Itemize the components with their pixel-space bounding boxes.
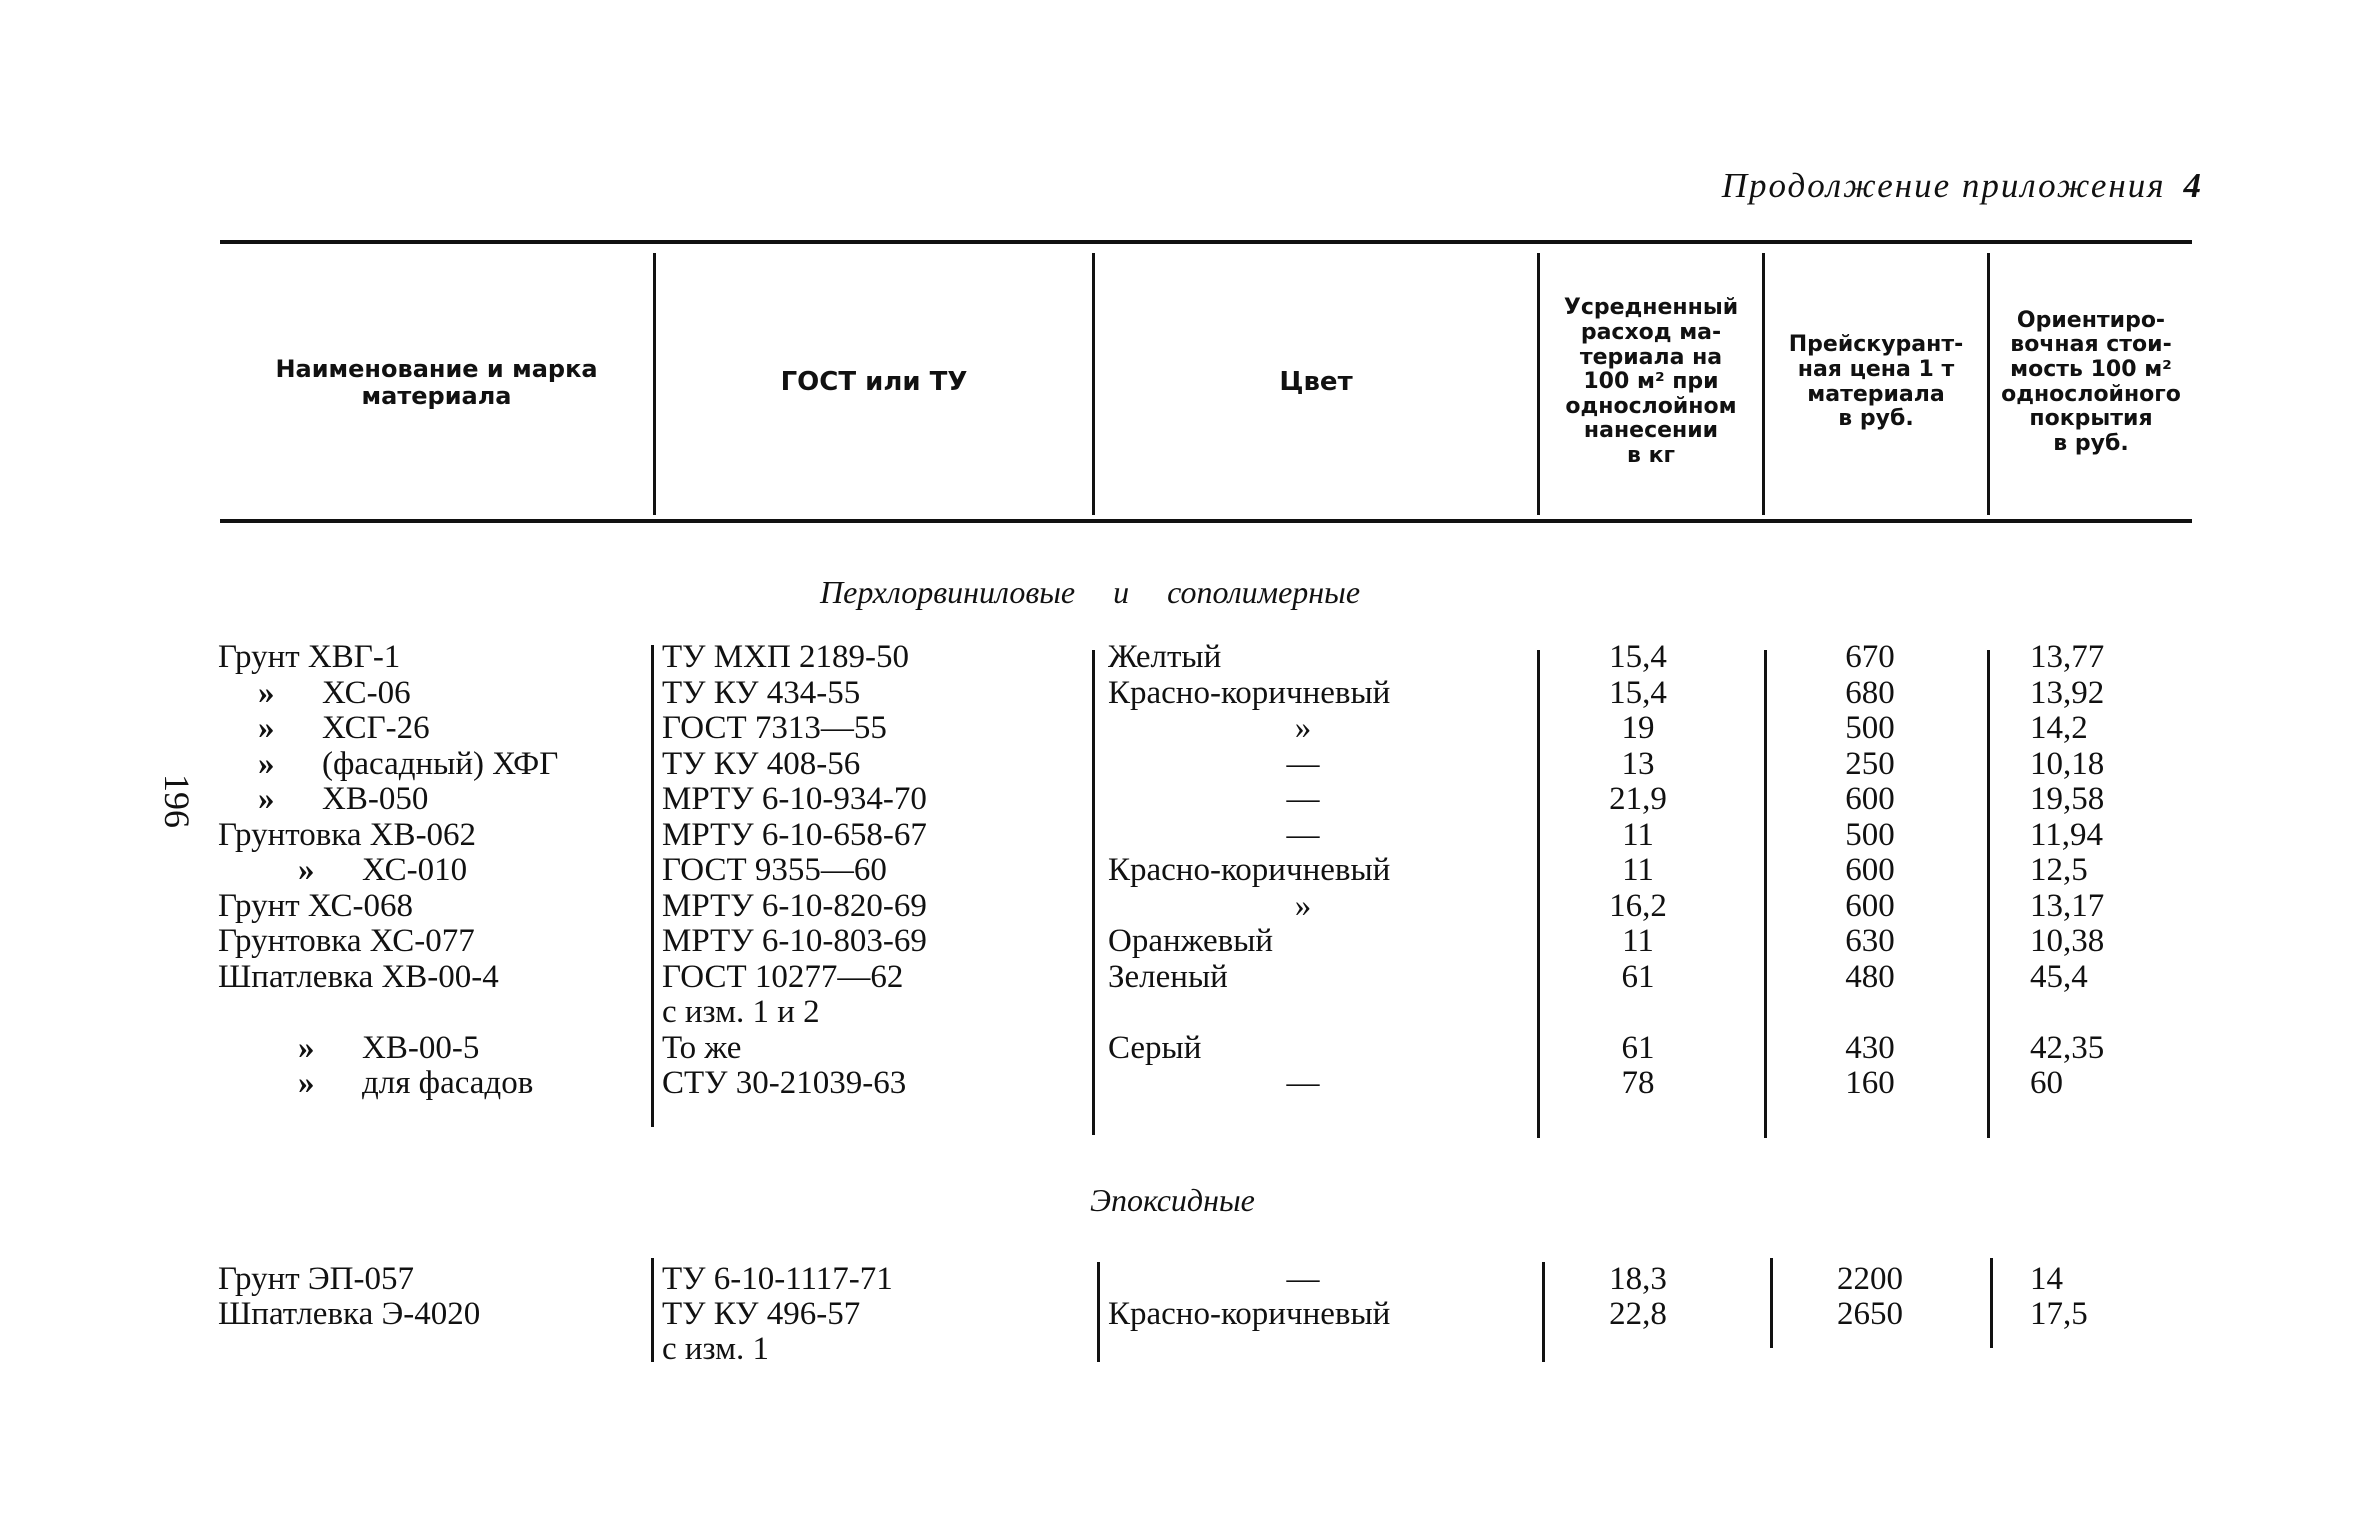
price-cell: 680 [1845, 674, 1895, 711]
consumption-cell: 61 [1621, 1029, 1655, 1066]
cost-cell: 11,94 [2030, 816, 2104, 853]
consumption-cell: 61 [1621, 958, 1655, 995]
color-cell: — [1286, 745, 1320, 782]
header-cost [1990, 250, 2192, 515]
material-name-cell [258, 676, 411, 711]
gost-cell: ТУ КУ 434-55 [662, 674, 861, 711]
gost-cell: То же [662, 1029, 742, 1066]
cost-cell: 60 [2030, 1065, 2063, 1101]
price-cell: 2200 [1837, 1261, 1903, 1297]
cost-cell: 13,17 [2030, 887, 2105, 924]
appendix-number: 4 [2183, 166, 2203, 205]
cost-cell: 10,38 [2030, 923, 2105, 959]
color-cell: — [1286, 816, 1320, 853]
cost-cell: 45,4 [2030, 958, 2088, 995]
header-cost-text: Ориентиро- вочная стои- мость 100 м² однослойного покрытия в руб. [2001, 307, 2181, 456]
page-number: 196 [157, 774, 197, 828]
cost-cell: 13,92 [2030, 674, 2105, 711]
consumption-cell: 11 [1622, 923, 1654, 959]
color-cell: Красно-коричневый [1108, 1296, 1391, 1332]
material-name-cell [258, 711, 430, 746]
material-name: (фасадный) ХФГ [322, 745, 559, 782]
material-name-cell [218, 924, 475, 959]
cost-cell: 14,2 [2030, 710, 2088, 746]
material-name: Грунт ХС-068 [218, 887, 413, 924]
gost-cell: ТУ КУ 408-56 [662, 745, 861, 782]
ditto-mark: » [298, 1029, 315, 1066]
price-cell: 500 [1845, 710, 1895, 746]
cost-cell: 13,77 [2030, 639, 2105, 675]
color-cell: Желтый [1108, 639, 1222, 675]
material-name-cell [218, 818, 476, 853]
price-cell: 670 [1845, 639, 1895, 675]
color-cell: » [1294, 887, 1312, 924]
consumption-cell: 13 [1621, 745, 1655, 782]
header-color-text: Цвет [1279, 366, 1353, 397]
header-price-text: Прейскурант- ная цена 1 т материала в руб. [1788, 332, 1964, 432]
color-cell: » [1294, 710, 1312, 746]
material-name: ХСГ-26 [322, 710, 430, 746]
cost-cell: 10,18 [2030, 745, 2105, 782]
ditto-mark: » [258, 745, 275, 782]
material-name-cell [258, 747, 558, 782]
consumption-cell: 78 [1621, 1065, 1655, 1101]
consumption-cell: 15,4 [1609, 674, 1667, 711]
cost-cell: 14 [2030, 1261, 2063, 1297]
column-divider [1990, 1258, 1993, 1348]
material-name: Грунт ХВГ-1 [218, 639, 401, 675]
header-gost-text: ГОСТ или ТУ [780, 366, 968, 397]
column-divider [1097, 1262, 1100, 1362]
gost-cell: с изм. 1 [662, 1331, 770, 1367]
material-name-cell [218, 640, 400, 675]
ditto-mark: » [298, 1065, 315, 1101]
material-name: Шпатлевка ХВ-00-4 [218, 958, 499, 995]
material-name: ХВ-00-5 [362, 1029, 480, 1066]
header-consumption-text: Усредненный расход ма- териала на 100 м² при однослойном нанесении в кг [1563, 295, 1739, 469]
gost-cell: МРТУ 6-10-658-67 [662, 816, 927, 853]
table-top-rule [220, 240, 2192, 244]
price-cell: 430 [1845, 1029, 1895, 1066]
material-name-cell [218, 1297, 480, 1332]
cost-cell: 42,35 [2030, 1029, 2105, 1066]
cost-cell: 19,58 [2030, 781, 2105, 817]
consumption-cell: 16,2 [1609, 887, 1667, 924]
gost-cell: МРТУ 6-10-934-70 [662, 781, 927, 817]
material-name: ХС-06 [322, 674, 411, 711]
color-cell: Серый [1108, 1029, 1202, 1066]
material-name: Шпатлевка Э-4020 [218, 1296, 481, 1332]
color-cell: — [1286, 1065, 1320, 1101]
gost-cell: ТУ 6-10-1117-71 [662, 1261, 893, 1297]
material-name: ХВ-050 [322, 781, 429, 817]
column-divider [651, 645, 654, 1127]
material-name-cell [258, 782, 428, 817]
gost-cell: ГОСТ 9355—60 [662, 852, 887, 888]
column-divider [1987, 650, 1990, 1138]
consumption-cell: 22,8 [1609, 1296, 1667, 1332]
consumption-cell: 19 [1621, 710, 1655, 746]
material-name: Грунт ЭП-057 [218, 1261, 415, 1297]
price-cell: 500 [1845, 816, 1895, 853]
header-consumption [1540, 250, 1762, 515]
color-cell: Зеленый [1108, 958, 1228, 995]
material-name: Грунтовка ХС-077 [218, 923, 475, 959]
color-cell: Красно-коричневый [1108, 852, 1391, 888]
consumption-cell: 21,9 [1609, 781, 1667, 817]
price-cell: 2650 [1837, 1296, 1903, 1332]
consumption-cell: 15,4 [1609, 639, 1667, 675]
material-name: ХС-010 [362, 852, 468, 888]
color-cell: Красно-коричневый [1108, 674, 1391, 711]
consumption-cell: 11 [1622, 816, 1654, 853]
column-divider [1764, 650, 1767, 1138]
continuation-text: Продолжение приложения [1721, 166, 2166, 205]
gost-cell: ГОСТ 7313—55 [662, 710, 887, 746]
header-name [220, 250, 653, 515]
material-name: Грунтовка ХВ-062 [218, 816, 477, 853]
material-name-cell [298, 853, 467, 888]
consumption-cell: 18,3 [1609, 1261, 1667, 1297]
section-title-epoxy: Эпоксидные [1090, 1182, 1255, 1218]
color-cell: — [1286, 1261, 1320, 1297]
header-color [1095, 250, 1537, 515]
cost-cell: 12,5 [2030, 852, 2088, 888]
consumption-cell: 11 [1622, 852, 1654, 888]
material-name-cell [298, 1066, 533, 1101]
color-cell: — [1286, 781, 1320, 817]
color-cell: Оранжевый [1108, 923, 1274, 959]
continuation-caption [1722, 166, 2203, 206]
column-divider [651, 1258, 654, 1362]
price-cell: 480 [1845, 958, 1895, 995]
header-name-text: Наименование и марка материала [275, 354, 598, 410]
gost-cell: МРТУ 6-10-803-69 [662, 923, 927, 959]
material-name-cell [298, 1031, 479, 1066]
price-cell: 160 [1845, 1065, 1895, 1101]
header-gost [656, 250, 1092, 515]
price-cell: 600 [1845, 887, 1895, 924]
column-divider [1092, 650, 1095, 1135]
price-cell: 600 [1845, 852, 1895, 888]
material-name-cell [218, 1262, 414, 1297]
table-header-bottom-rule [220, 519, 2192, 523]
ditto-mark: » [298, 852, 315, 888]
gost-cell: ТУ КУ 496-57 [662, 1296, 861, 1332]
gost-cell: ГОСТ 10277—62 [662, 958, 904, 995]
price-cell: 600 [1845, 781, 1895, 817]
price-cell: 250 [1845, 745, 1895, 782]
gost-cell: СТУ 30-21039-63 [662, 1065, 907, 1101]
header-price [1765, 250, 1987, 515]
section-title-perchlorvinyl: Перхлорвиниловые и сополимерные [820, 574, 1361, 610]
material-name-cell [218, 960, 499, 995]
material-name: для фасадов [362, 1065, 534, 1101]
price-cell: 630 [1845, 923, 1895, 959]
ditto-mark: » [258, 710, 275, 746]
gost-cell: МРТУ 6-10-820-69 [662, 887, 927, 924]
cost-cell: 17,5 [2030, 1296, 2088, 1332]
gost-cell: ТУ МХП 2189-50 [662, 639, 910, 675]
material-name-cell [218, 889, 413, 924]
ditto-mark: » [258, 674, 275, 711]
ditto-mark: » [258, 781, 275, 817]
gost-cell: с изм. 1 и 2 [662, 994, 820, 1030]
